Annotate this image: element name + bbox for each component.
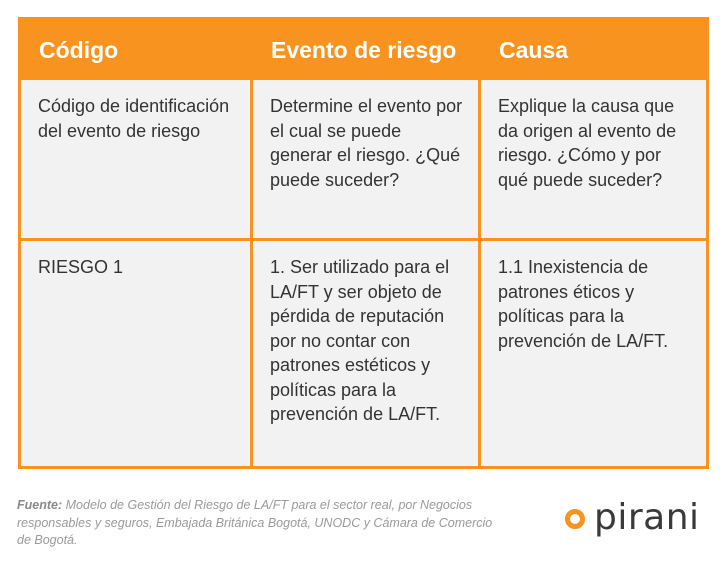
table-cell: Código de identificación del evento de riesgo	[21, 80, 250, 238]
table-cell: Determine el evento por el cual se puede generar el riesgo. ¿Qué puede suceder?	[253, 80, 478, 238]
header-evento-de-riesgo: Evento de riesgo	[271, 37, 457, 63]
source-label: Fuente:	[17, 498, 63, 512]
header-codigo: Código	[39, 37, 119, 63]
table-cell: 1. Ser utilizado para el LA/FT y ser objeto de pérdida de reputación por no contar con patrones estéticos y políticas para la prevención de LA/FT.	[253, 241, 478, 466]
table-cell: RIESGO 1	[21, 241, 250, 466]
table-cell: Explique la causa que da origen al evento de riesgo. ¿Cómo y por qué puede suceder?	[481, 80, 706, 238]
logo-ring-icon	[565, 509, 585, 529]
table-cell: 1.1 Inexistencia de patrones éticos y políticas para la prevención de LA/FT.	[481, 241, 706, 466]
source-note	[17, 497, 495, 550]
source-text: Modelo de Gestión del Riesgo de LA/FT para el sector real, por Negocios responsables y seguros, Embajada Británica Bogotá, UNODC y Cámara de Comercio de Bogotá.	[17, 498, 493, 547]
risk-table	[18, 17, 709, 469]
logo-text: pirani	[594, 497, 700, 538]
header-causa: Causa	[499, 37, 569, 63]
pirani-logo	[565, 497, 715, 543]
